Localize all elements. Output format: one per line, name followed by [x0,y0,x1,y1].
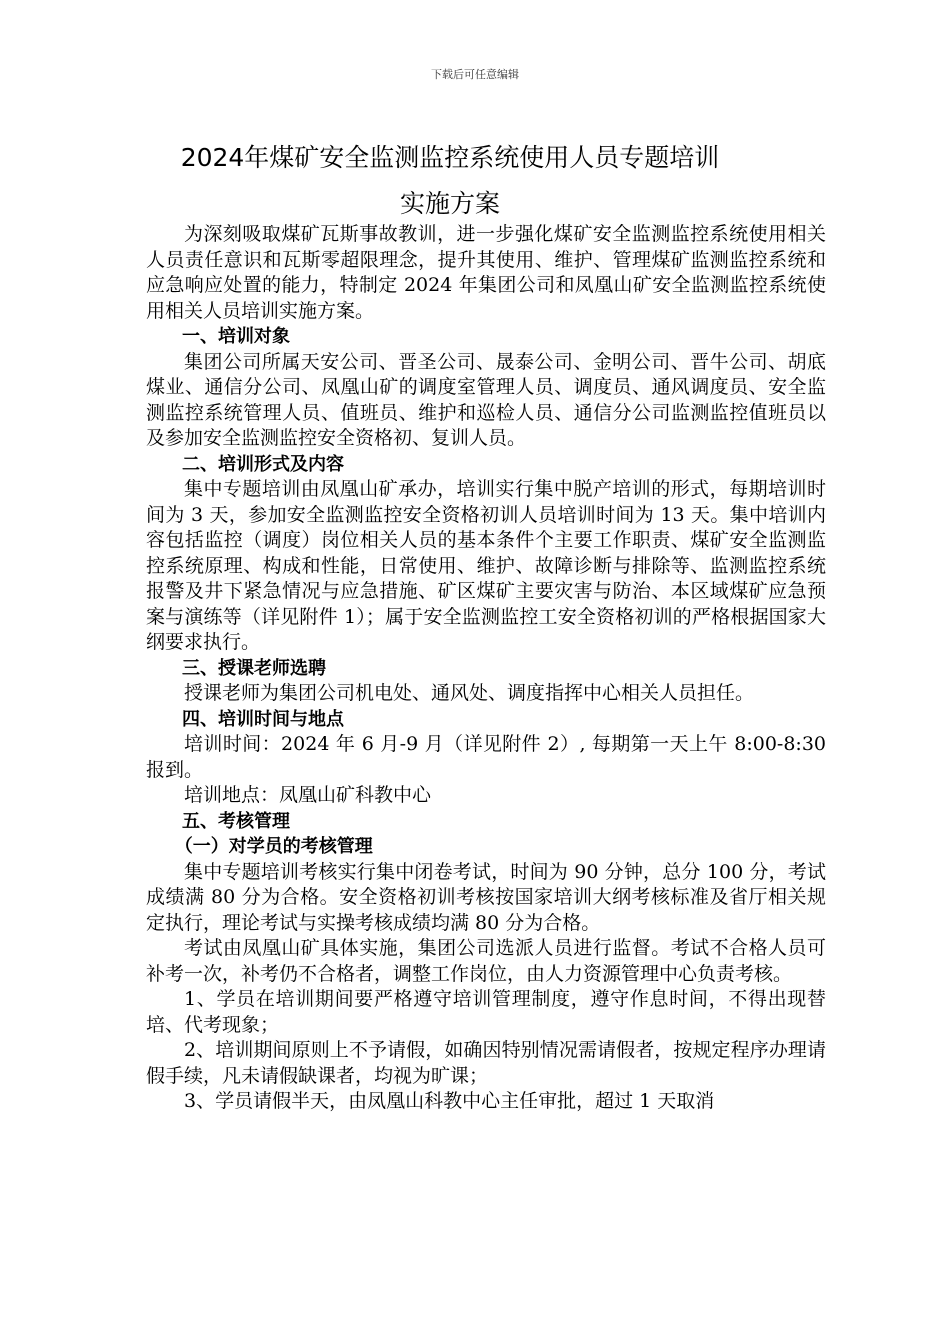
exam-paragraph: 集中专题培训考核实行集中闭卷考试，时间为 90 分钟，总分 100 分，考试成绩满 80 分为合格。安全资格初训考核按国家培训大纲考核标准及省厅相关规定执行，理论考试与实操考核成绩均满 80 分为合格。 [146,860,826,934]
document-title-line1: 2024年煤矿安全监测监控系统使用人员专题培训 [180,143,720,172]
section-2-paragraph: 集中专题培训由凤凰山矿承办，培训实行集中脱产培训的形式，每期培训时间为 3 天，参加安全监测监控安全资格初训人员培训时间为 13 天。集中培训内容包括监控（调度）岗位相关人员的基本条件个主要工作职责、煤矿安全监测监控系统原理、构成和性能，日常使用、维护、故障诊断与排除等、监测监控系统报警及井下紧急情况与应急措施、矿区煤矿主要灾害与防治、本区域煤矿应急预案与演练等（详见附件 1）；属于安全监测监控工安全资格初训的严格根据国家大纲要求执行。 [146,478,826,653]
document-body [146,222,826,1115]
section-heading-2: 二、培训形式及内容 [182,453,344,475]
rule-item-2: 2、培训期间原则上不予请假，如确因特别情况需请假者，按规定程序办理请假手续，凡未请假缺课者，均视为旷课； [146,1039,826,1087]
subsection-heading-5-1: （一）对学员的考核管理 [174,836,373,857]
exam-supervision-paragraph: 考试由凤凰山矿具体实施，集团公司选派人员进行监督。考试不合格人员可补考一次，补考仍不合格者，调整工作岗位，由人力资源管理中心负责考核。 [146,937,826,985]
section-heading-5: 五、考核管理 [182,810,290,832]
document-title-line2: 实施方案 [399,189,500,218]
section-1-paragraph: 集团公司所属天安公司、晋圣公司、晟泰公司、金明公司、晋牛公司、胡底煤业、通信分公司、凤凰山矿的调度室管理人员、调度员、通风调度员、安全监测监控系统管理人员、值班员、维护和巡检人员、通信分公司监测监控值班员以及参加安全监测监控安全资格初、复训人员。 [146,350,826,449]
intro-paragraph: 为深刻吸取煤矿瓦斯事故教训，进一步强化煤矿安全监测监控系统使用相关人员责任意识和瓦斯零超限理念，提升其使用、维护、管理煤矿监测监控系统和应急响应处置的能力，特制定 2024 年集团公司和凤凰山矿安全监测监控系统使用相关人员培训实施方案。 [146,223,826,322]
training-location-paragraph: 培训地点：凤凰山矿科教中心 [184,784,432,806]
rule-item-3: 3、学员请假半天，由凤凰山科教中心主任审批，超过 1 天取消 [184,1090,715,1112]
section-heading-4: 四、培训时间与地点 [182,708,344,730]
header-note: 下载后可任意编辑 [431,68,519,81]
section-heading-3: 三、授课老师选聘 [182,657,326,679]
training-time-paragraph: 培训时间：2024 年 6 月-9 月（详见附件 2）, 每期第一天上午 8:00-8:30 报到。 [146,733,826,781]
section-3-paragraph: 授课老师为集团公司机电处、通风处、调度指挥中心相关人员担任。 [184,682,755,704]
rule-item-1: 1、学员在培训期间要严格遵守培训管理制度，遵守作息时间，不得出现替培、代考现象； [146,988,826,1036]
section-heading-1: 一、培训对象 [182,326,290,347]
